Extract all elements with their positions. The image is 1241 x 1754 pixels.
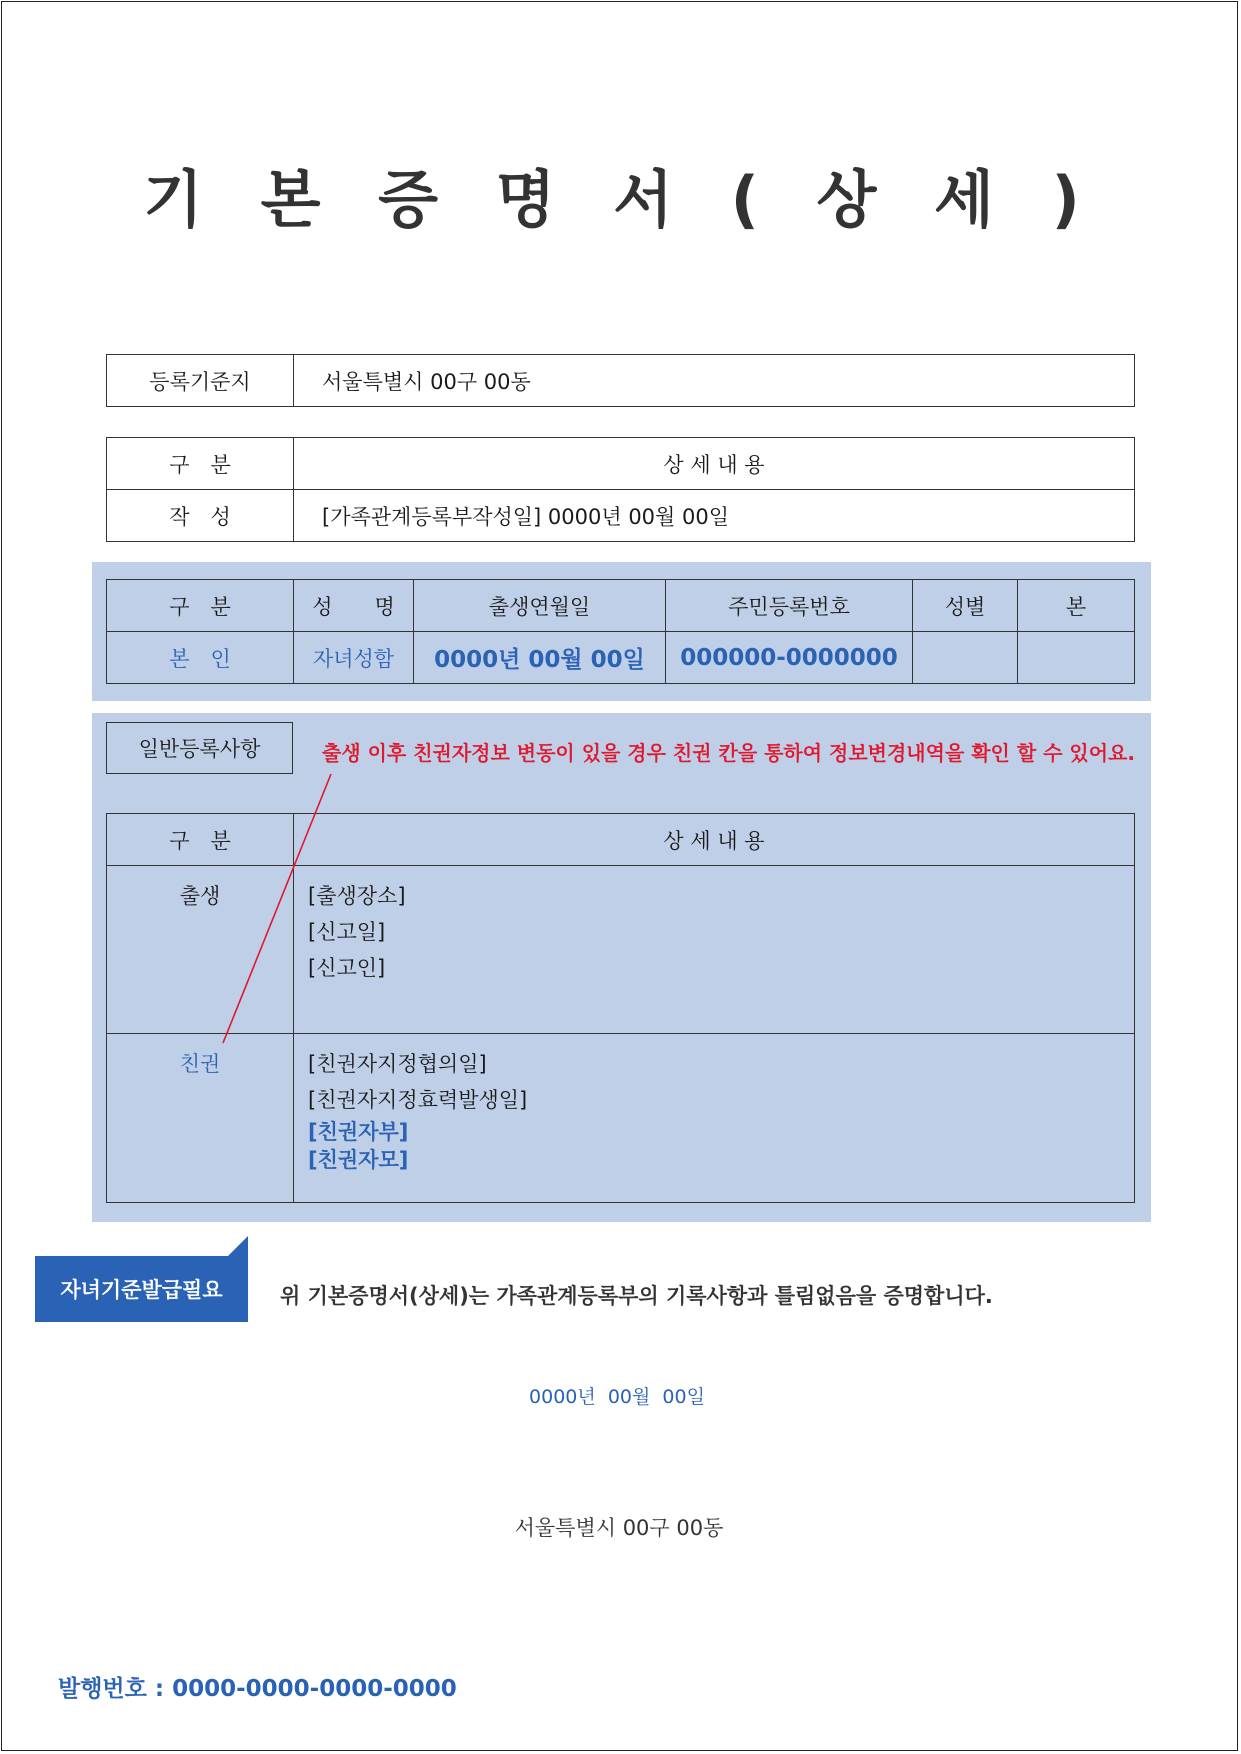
person-birthdate: 0000년 00월 00일: [414, 632, 666, 684]
person-category: 본 인: [107, 632, 294, 684]
custody-effective-date-line: [친권자지정효력발생일]: [308, 1088, 528, 1112]
general-header-category: 구 분: [107, 814, 294, 866]
person-header-name: 성 명: [294, 580, 414, 632]
birth-place-line: [출생장소]: [308, 884, 406, 908]
general-header-detail: 상 세 내 용: [294, 814, 1135, 866]
creation-header-category: 구 분: [107, 438, 294, 490]
registry-value: 서울특별시 00구 00동: [294, 355, 1135, 407]
person-header-origin: 본: [1018, 580, 1135, 632]
custody-change-note: 출생 이후 친권자정보 변동이 있을 경우 친권 칸을 통하여 정보변경내역을 확인 할 수 있어요.: [322, 741, 1135, 765]
person-header-birthdate: 출생연월일: [414, 580, 666, 632]
creation-row-value: [가족관계등록부작성일] 0000년 00월 00일: [294, 490, 1135, 542]
general-label-text: 일반등록사항: [138, 737, 261, 761]
issue-number: 발행번호 : 0000-0000-0000-0000: [58, 1676, 457, 1702]
person-header-id-number: 주민등록번호: [666, 580, 913, 632]
birth-label: 출생: [107, 866, 294, 1034]
issuer-name: 서울특별시 00구 00동: [514, 1516, 724, 1540]
birth-reporter-line: [신고인]: [308, 956, 386, 980]
certification-text: 위 기본증명서(상세)는 가족관계등록부의 기록사항과 틀림없음을 증명합니다.: [280, 1284, 993, 1308]
creation-header-detail: 상 세 내 용: [294, 438, 1135, 490]
child-basis-badge: [35, 1256, 248, 1322]
document-title: 기 본 증 명 서 ( 상 세 ): [143, 163, 1098, 236]
issue-date: 0000년 00월 00일: [529, 1386, 705, 1408]
person-name: 자녀성함: [294, 632, 414, 684]
person-header-category: 구 분: [107, 580, 294, 632]
person-header-gender: 성별: [913, 580, 1018, 632]
custody-label: 친권: [107, 1034, 294, 1203]
badge-text: 자녀기준발급필요: [60, 1278, 223, 1302]
custody-father-line: [친권자부]: [308, 1120, 409, 1144]
person-id-number: 000000-0000000: [666, 632, 913, 684]
custody-agreement-date-line: [친권자지정협의일]: [308, 1052, 487, 1076]
badge-corner: [228, 1236, 248, 1256]
birth-report-date-line: [신고일]: [308, 920, 386, 944]
custody-mother-line: [친권자모]: [308, 1148, 409, 1172]
note-pointer-stroke: [223, 774, 331, 1043]
registry-label: 등록기준지: [107, 355, 294, 407]
creation-row-label: 작 성: [107, 490, 294, 542]
